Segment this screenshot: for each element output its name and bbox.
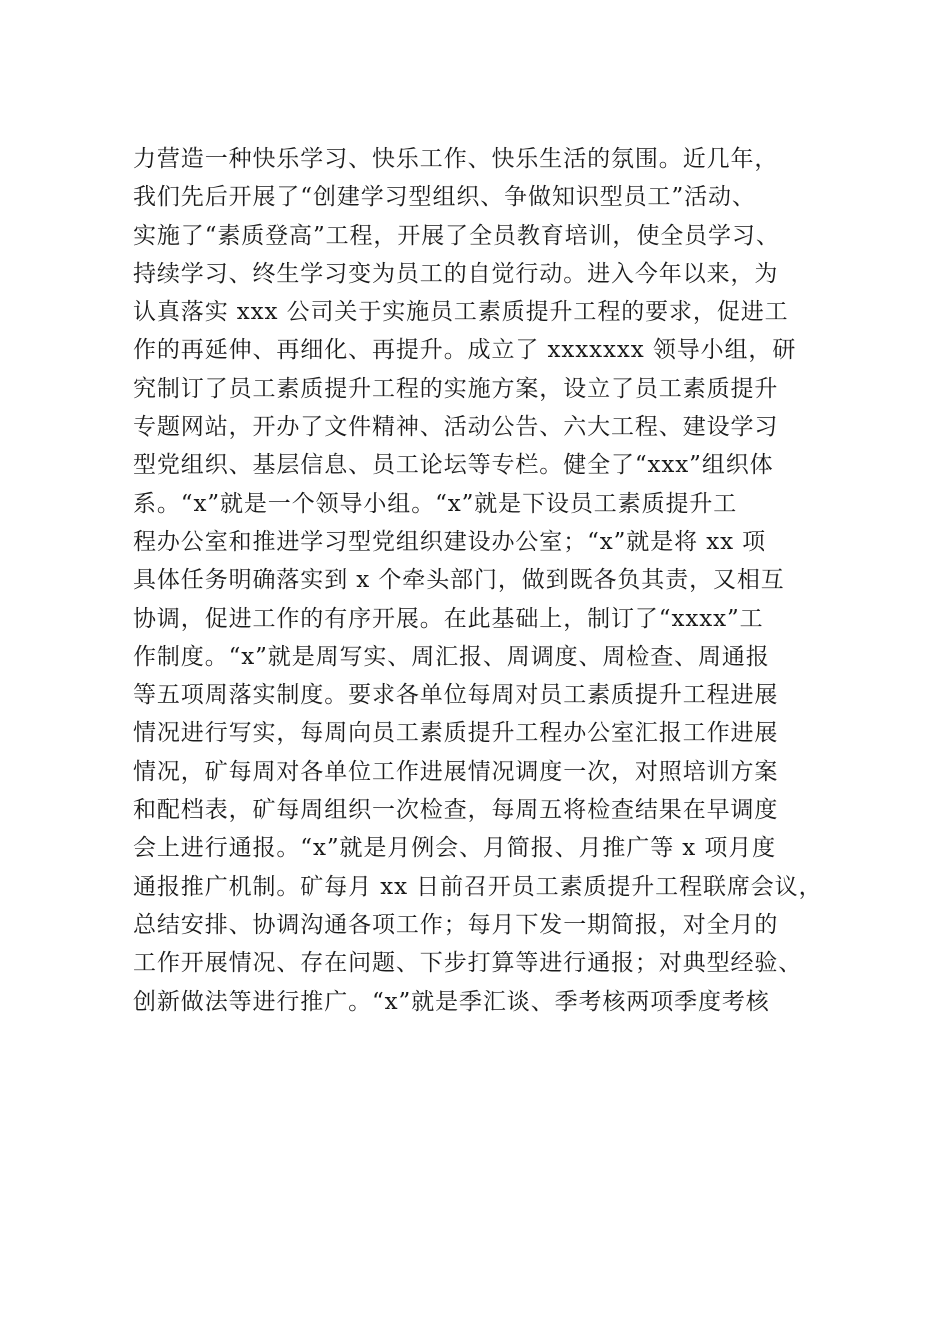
text-line: 会上进行通报。“x”就是月例会、月简报、月推广等 x 项月度 xyxy=(133,835,777,862)
text-line: 具体任务明确落实到 x 个牵头部门，做到既各负其责，又相互 xyxy=(133,567,785,594)
text-line: 情况进行写实，每周向员工素质提升工程办公室汇报工作进展 xyxy=(133,720,779,747)
text-line: 作的再延伸、再细化、再提升。成立了 xxxxxxx 领导小组，研 xyxy=(133,337,797,364)
text-line: 协调，促进工作的有序开展。在此基础上，制订了“xxxx”工 xyxy=(133,605,764,632)
text-line: 创新做法等进行推广。“x”就是季汇谈、季考核两项季度考核 xyxy=(133,988,770,1015)
text-line: 和配档表，矿每周组织一次检查，每周五将检查结果在早调度 xyxy=(133,797,779,824)
text-line: 程办公室和推进学习型党组织建设办公室；“x”就是将 xx 项 xyxy=(133,528,767,555)
text-line: 实施了“素质登高”工程，开展了全员教育培训，使全员学习、 xyxy=(133,222,780,249)
text-line: 专题网站，开办了文件精神、活动公告、六大工程、建设学习 xyxy=(133,414,779,441)
text-line: 我们先后开展了“创建学习型组织、争做知识型员工”活动、 xyxy=(133,184,756,211)
text-line: 总结安排、协调沟通各项工作；每月下发一期简报，对全月的 xyxy=(133,911,779,938)
text-line: 持续学习、终生学习变为员工的自觉行动。进入今年以来，为 xyxy=(133,260,779,287)
text-line: 认真落实 xxx 公司关于实施员工素质提升工程的要求，促进工 xyxy=(133,299,789,326)
text-line: 究制订了员工素质提升工程的实施方案，设立了员工素质提升 xyxy=(133,375,779,402)
text-line: 作制度。“x”就是周写实、周汇报、周调度、周检查、周通报 xyxy=(133,643,770,670)
text-line: 系。“x”就是一个领导小组。“x”就是下设员工素质提升工 xyxy=(133,490,738,517)
text-line: 型党组织、基层信息、员工论坛等专栏。健全了“xxx”组织体 xyxy=(133,452,774,479)
text-line: 情况，矿每周对各单位工作进展情况调度一次，对照培训方案 xyxy=(133,758,779,785)
body-text xyxy=(133,140,833,1021)
text-line: 等五项周落实制度。要求各单位每周对员工素质提升工程进展 xyxy=(133,682,779,709)
text-line: 工作开展情况、存在问题、下步打算等进行通报；对典型经验、 xyxy=(133,950,803,977)
text-line: 通报推广机制。矿每月 xx 日前召开员工素质提升工程联席会议， xyxy=(133,873,823,900)
text-line: 力营造一种快乐学习、快乐工作、快乐生活的氛围。近几年， xyxy=(133,146,779,172)
